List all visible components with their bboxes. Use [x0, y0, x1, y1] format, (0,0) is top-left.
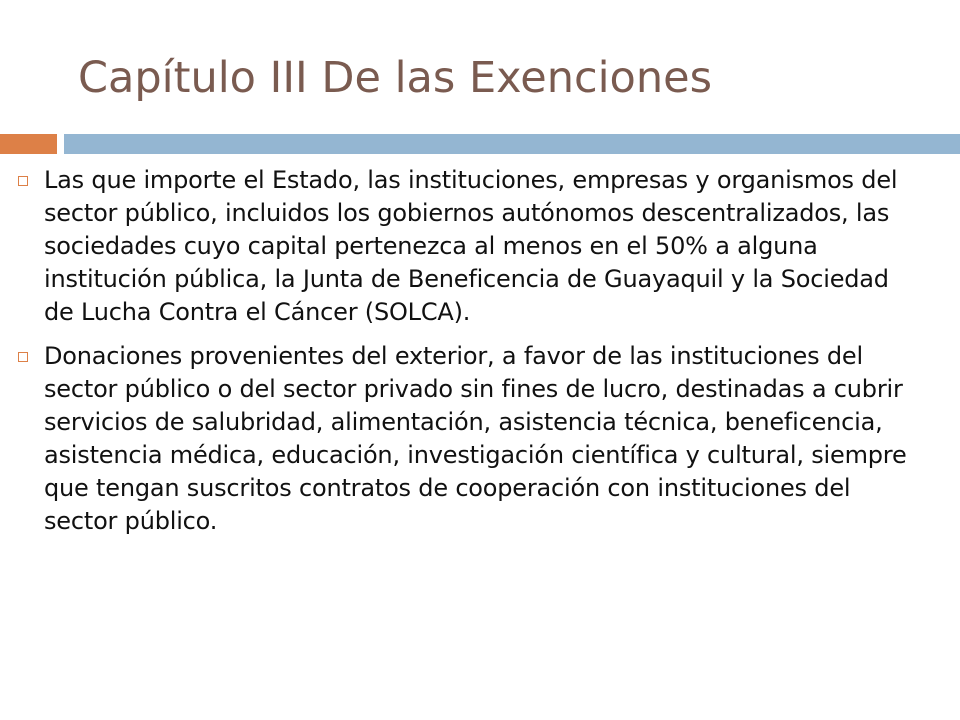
square-bullet-icon	[18, 176, 28, 186]
accent-bar-blue	[64, 134, 960, 154]
slide-title: Capítulo III De las Exenciones	[78, 53, 712, 103]
square-bullet-icon	[18, 352, 28, 362]
bullet-list	[18, 164, 908, 549]
bullet-text: Las que importe el Estado, las instituciones, empresas y organismos del sector público, incluidos los gobiernos autónomos descentralizados, las sociedades cuyo capital pertenezca al menos en el 50% a alguna institución pública, la Junta de Beneficencia de Guayaquil y la Sociedad de Lucha Contra el Cáncer (SOLCA).	[44, 166, 898, 326]
accent-bar-orange	[0, 134, 57, 154]
bullet-item	[18, 340, 908, 538]
bullet-text: Donaciones provenientes del exterior, a favor de las instituciones del sector público o del sector privado sin fines de lucro, destinadas a cubrir servicios de salubridad, alimentación, asistencia técnica, beneficencia, asistencia médica, educación, investigación científica y cultural, siempre que tengan suscritos contratos de cooperación con instituciones del sector público.	[44, 342, 907, 535]
bullet-item	[18, 164, 908, 329]
